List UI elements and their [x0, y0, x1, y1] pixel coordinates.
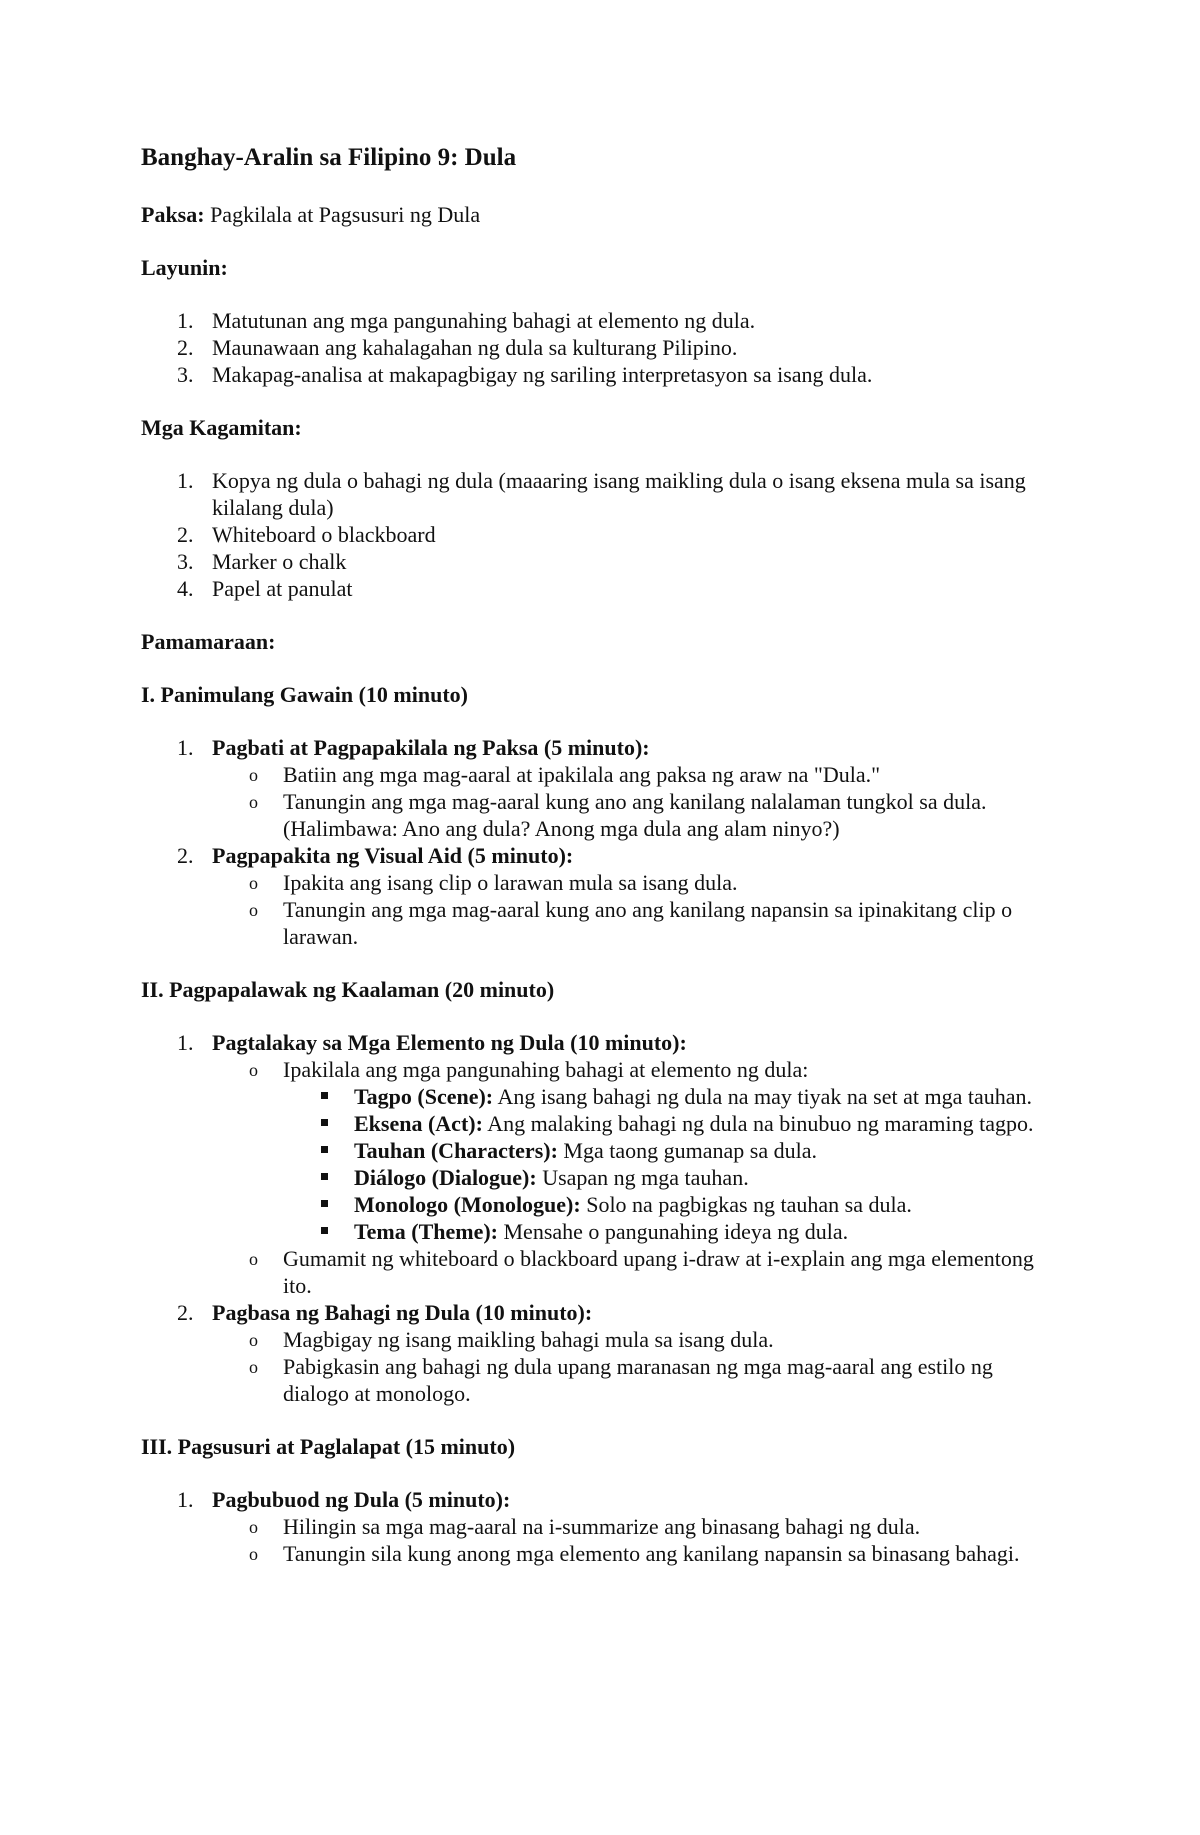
sub-item [212, 1326, 1050, 1353]
sub-item-text: Tanungin ang mga mag-aaral kung ano ang kanilang napansin sa ipinakitang clip o larawan. [283, 897, 1013, 949]
sub-list [212, 1056, 1050, 1299]
circle-bullet: o [249, 1357, 258, 1377]
circle-bullet: o [249, 765, 258, 785]
sub-list [212, 1326, 1050, 1407]
sub-item [212, 1245, 1050, 1299]
list-item-text: Maunawaan ang kahalagahan ng dula sa kulturang Pilipino. [212, 335, 738, 360]
elements-list [283, 1083, 1050, 1245]
element-item [283, 1164, 1050, 1191]
sub-item-text: Ipakita ang isang clip o larawan mula sa isang dula. [283, 870, 738, 895]
element-desc: Mensahe o pangunahing ideya ng dula. [503, 1219, 849, 1244]
sub-item [212, 1513, 1050, 1540]
layunin-label: Layunin: [141, 255, 228, 280]
circle-bullet: o [249, 900, 258, 920]
element-term: Tagpo (Scene): [354, 1084, 494, 1109]
list-item-text: Matutunan ang mga pangunahing bahagi at elemento ng dula. [212, 308, 756, 333]
list-number: 1. [177, 468, 194, 493]
sub-item-text: Magbigay ng isang maikling bahagi mula sa isang dula. [283, 1327, 774, 1352]
paksa-value: Pagkilala at Pagsusuri ng Dula [210, 202, 481, 227]
sub-item [212, 788, 1050, 842]
square-bullet [321, 1146, 328, 1153]
element-desc: Solo na pagbigkas ng tauhan sa dula. [586, 1192, 912, 1217]
step-title: Pagtalakay sa Mga Elemento ng Dula (10 minuto): [212, 1030, 687, 1055]
element-desc: Usapan ng mga tauhan. [542, 1165, 749, 1190]
element-term: Monologo (Monologue): [354, 1192, 581, 1217]
element-item [283, 1218, 1050, 1245]
element-term: Diálogo (Dialogue): [354, 1165, 537, 1190]
section-2-list [141, 1029, 1050, 1407]
sub-item-text: Tanungin sila kung anong mga elemento ang kanilang napansin sa binasang bahagi. [283, 1541, 1020, 1566]
sub-item [212, 896, 1050, 950]
sub-item-text: Gumamit ng whiteboard o blackboard upang i-draw at i-explain ang mga elementong ito. [283, 1246, 1034, 1298]
list-number: 2. [177, 522, 194, 547]
circle-bullet: o [249, 1249, 258, 1269]
element-term: Tauhan (Characters): [354, 1138, 558, 1163]
list-item [141, 521, 1050, 548]
sub-item [212, 1540, 1050, 1567]
step-title: Pagbasa ng Bahagi ng Dula (10 minuto): [212, 1300, 593, 1325]
list-item [141, 1299, 1050, 1407]
list-item-text: Makapag-analisa at makapagbigay ng sariling interpretasyon sa isang dula. [212, 362, 873, 387]
list-item [141, 548, 1050, 575]
square-bullet [321, 1200, 328, 1207]
layunin-list [141, 307, 1050, 388]
section-3-list [141, 1486, 1050, 1567]
sub-list [212, 1513, 1050, 1567]
circle-bullet: o [249, 873, 258, 893]
list-item [141, 334, 1050, 361]
sub-item [212, 869, 1050, 896]
list-item-text: Whiteboard o blackboard [212, 522, 436, 547]
list-number: 4. [177, 576, 194, 601]
element-term: Tema (Theme): [354, 1219, 498, 1244]
section-2-heading: II. Pagpapalawak ng Kaalaman (20 minuto) [141, 977, 555, 1002]
element-term: Eksena (Act): [354, 1111, 483, 1136]
section-1-list [141, 734, 1050, 950]
circle-bullet: o [249, 1544, 258, 1564]
sub-item-text: Pabigkasin ang bahagi ng dula upang maranasan ng mga mag-aaral ang estilo ng dialogo at monologo. [283, 1354, 993, 1406]
pamamaraan-label: Pamamaraan: [141, 629, 276, 654]
step-title: Pagbubuod ng Dula (5 minuto): [212, 1487, 511, 1512]
element-item [283, 1110, 1050, 1137]
section-3-heading: III. Pagsusuri at Paglalapat (15 minuto) [141, 1434, 516, 1459]
list-number: 3. [177, 362, 194, 387]
circle-bullet: o [249, 1060, 258, 1080]
list-number: 1. [177, 1030, 194, 1055]
sub-item-text: Tanungin ang mga mag-aaral kung ano ang kanilang nalalaman tungkol sa dula. (Halimbawa: Ano ang dula? Anong mga dula ang alam ninyo?) [283, 789, 987, 841]
list-item [141, 361, 1050, 388]
list-item [141, 575, 1050, 602]
square-bullet [321, 1119, 328, 1126]
step-title: Pagbati at Pagpapakilala ng Paksa (5 minuto): [212, 735, 650, 760]
element-item [283, 1191, 1050, 1218]
element-desc: Mga taong gumanap sa dula. [563, 1138, 817, 1163]
element-desc: Ang malaking bahagi ng dula na binubuo ng maraming tagpo. [487, 1111, 1034, 1136]
sub-list [212, 761, 1050, 842]
list-item [141, 1029, 1050, 1299]
sub-item [212, 761, 1050, 788]
list-number: 1. [177, 735, 194, 760]
kagamitan-label: Mga Kagamitan: [141, 415, 302, 440]
circle-bullet: o [249, 1517, 258, 1537]
list-number: 3. [177, 549, 194, 574]
list-item-text: Kopya ng dula o bahagi ng dula (maaaring isang maikling dula o isang eksena mula sa isang kilalang dula) [212, 468, 1026, 520]
list-item [141, 467, 1050, 521]
sub-item [212, 1353, 1050, 1407]
element-item [283, 1083, 1050, 1110]
list-number: 1. [177, 308, 194, 333]
square-bullet [321, 1227, 328, 1234]
list-number: 2. [177, 843, 194, 868]
list-item [141, 307, 1050, 334]
sub-item-text: Hilingin sa mga mag-aaral na i-summarize ang binasang bahagi ng dula. [283, 1514, 921, 1539]
section-1-heading: I. Panimulang Gawain (10 minuto) [141, 682, 468, 707]
sub-item-text: Ipakilala ang mga pangunahing bahagi at elemento ng dula: [283, 1057, 809, 1082]
list-number: 2. [177, 1300, 194, 1325]
paksa-line [141, 201, 1050, 228]
element-item [283, 1137, 1050, 1164]
list-item [141, 842, 1050, 950]
paksa-label: Paksa: [141, 202, 205, 227]
circle-bullet: o [249, 792, 258, 812]
list-number: 2. [177, 335, 194, 360]
sub-list [212, 869, 1050, 950]
sub-item [212, 1056, 1050, 1245]
page-title: Banghay-Aralin sa Filipino 9: Dula [141, 144, 517, 171]
step-title: Pagpapakita ng Visual Aid (5 minuto): [212, 843, 574, 868]
list-item [141, 734, 1050, 842]
sub-item-text: Batiin ang mga mag-aaral at ipakilala ang paksa ng araw na "Dula." [283, 762, 881, 787]
circle-bullet: o [249, 1330, 258, 1350]
square-bullet [321, 1092, 328, 1099]
kagamitan-list [141, 467, 1050, 602]
list-item-text: Papel at panulat [212, 576, 353, 601]
square-bullet [321, 1173, 328, 1180]
list-number: 1. [177, 1487, 194, 1512]
list-item-text: Marker o chalk [212, 549, 347, 574]
list-item [141, 1486, 1050, 1567]
element-desc: Ang isang bahagi ng dula na may tiyak na set at mga tauhan. [497, 1084, 1033, 1109]
